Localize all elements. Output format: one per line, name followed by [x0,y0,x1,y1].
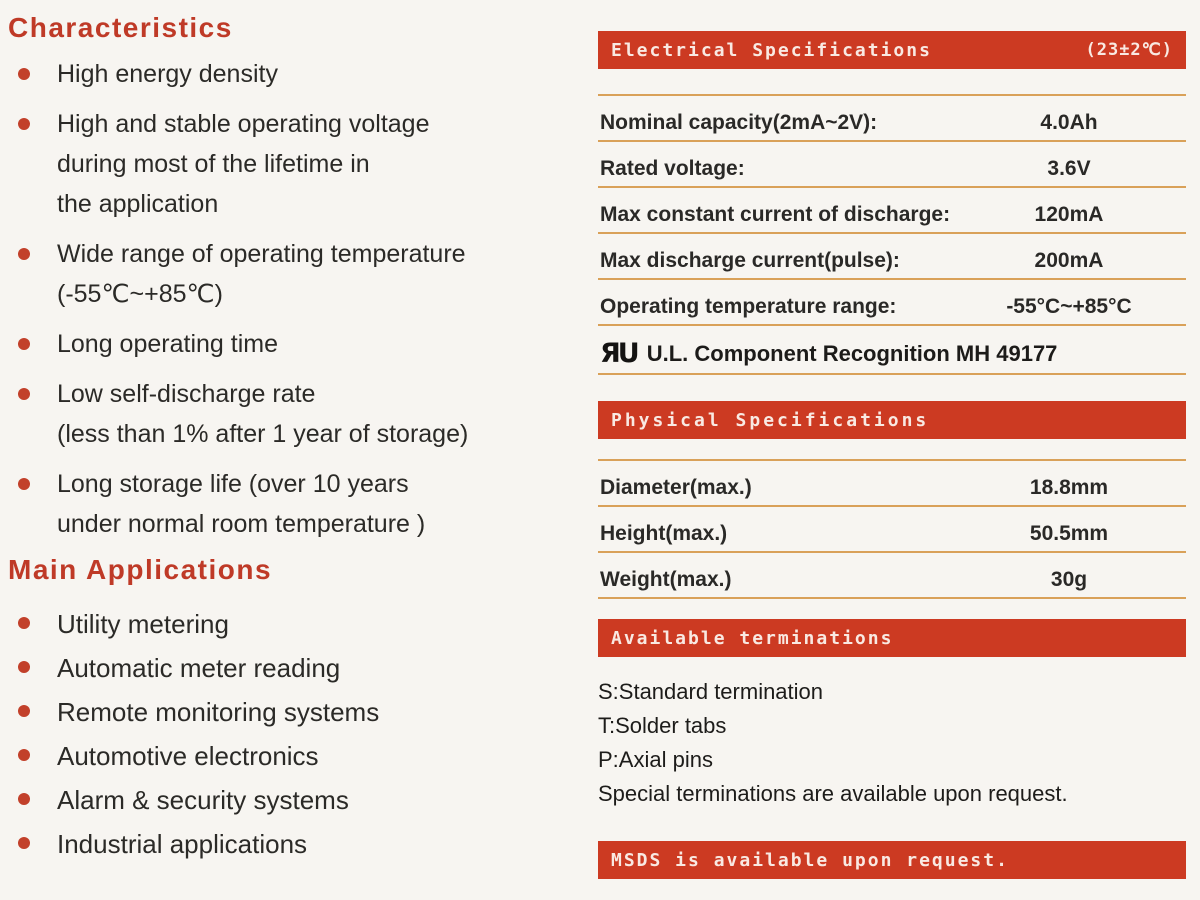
list-item-line: Automatic meter reading [57,653,341,683]
spec-value: 3.6V [1047,157,1091,180]
list-item [8,104,553,224]
main-applications-heading: Main Applications [8,554,273,585]
list-item-line: Long operating time [57,330,278,358]
list-item [8,374,553,454]
list-item [8,324,553,364]
spec-label: Max constant current of discharge: [600,203,951,226]
test-condition: (23±2℃) [1085,40,1173,60]
bullet-icon [18,793,30,805]
right-column [598,31,1186,879]
termination-line: Special terminations are available upon request. [598,781,1068,806]
list-item-line: Remote monitoring systems [57,697,380,727]
spec-label: Rated voltage: [600,157,745,180]
termination-line: T:Solder tabs [598,713,727,738]
characteristics-heading: Characteristics [8,12,233,43]
ul-recognized-icon: ЯU [600,338,637,369]
section-title: Electrical Specifications [611,39,932,61]
characteristics-list [8,54,553,544]
electrical-spec-table [598,96,1186,326]
list-item-line: Industrial applications [57,829,308,859]
bullet-icon [18,837,30,849]
list-item [8,690,553,734]
physical-spec-table [598,461,1186,599]
list-item [8,734,553,778]
spec-value: 30g [1050,568,1088,591]
list-item [8,646,553,690]
table-row [598,96,1186,142]
bullet-icon [18,617,30,629]
ul-recognition-text: U.L. Component Recognition MH 49177 [646,340,1058,366]
list-item-line: the application [57,190,219,218]
list-item [8,602,553,646]
msds-note: MSDS is available upon request. [611,849,1009,871]
table-row [598,461,1186,507]
list-item-line: Low self-discharge rate [57,380,316,408]
termination-line: S:Standard termination [598,679,824,704]
spec-value: 18.8mm [1029,476,1109,499]
table-row [598,280,1186,326]
ul-recognition-note [598,326,1186,375]
spec-label: Diameter(max.) [600,476,752,499]
spec-value: -55°C~+85°C [1006,295,1132,318]
list-item [8,234,553,314]
bullet-icon [18,478,30,490]
physical-specifications-banner [598,401,1186,439]
bullet-icon [18,118,30,130]
list-item-line: Automotive electronics [57,741,319,771]
list-item-line: under normal room temperature ) [57,510,426,538]
table-row [598,553,1186,599]
spec-label: Height(max.) [600,522,728,545]
list-item [8,822,553,866]
list-item [8,54,553,94]
list-item-line: High energy density [57,60,278,88]
termination-line: P:Axial pins [598,747,713,772]
list-item-line: Long storage life (over 10 years [57,470,409,498]
spec-label: Weight(max.) [600,568,732,591]
applications-list [8,602,553,866]
bullet-icon [18,68,30,80]
list-item-line: Utility metering [57,609,229,639]
spec-value: 4.0Ah [1040,111,1098,134]
bullet-icon [18,248,30,260]
spec-value: 50.5mm [1029,522,1109,545]
spec-label: Nominal capacity(2mA~2V): [600,111,878,134]
spec-label: Max discharge current(pulse): [600,249,900,272]
spec-label: Operating temperature range: [600,295,897,318]
list-item-line: Alarm & security systems [57,785,349,815]
list-item-line: High and stable operating voltage [57,110,430,138]
list-item [8,778,553,822]
electrical-specifications-banner [598,31,1186,69]
list-item-line: Wide range of operating temperature [57,240,466,268]
table-row [598,234,1186,280]
bullet-icon [18,338,30,350]
bullet-icon [18,661,30,673]
list-item-line: (less than 1% after 1 year of storage) [57,420,469,448]
list-item-line: during most of the lifetime in [57,150,370,178]
section-title: Physical Specifications [611,409,930,431]
list-item [8,464,553,544]
msds-banner [598,841,1186,879]
table-row [598,507,1186,553]
list-item-line: (-55℃~+85℃) [57,280,223,308]
table-row [598,188,1186,234]
available-terminations-banner [598,619,1186,657]
bullet-icon [18,388,30,400]
section-title: Available terminations [611,627,894,649]
spec-value: 120mA [1034,203,1104,226]
spec-value: 200mA [1034,249,1104,272]
terminations-list [598,675,1186,811]
left-column [8,12,553,866]
table-row [598,142,1186,188]
bullet-icon [18,705,30,717]
bullet-icon [18,749,30,761]
